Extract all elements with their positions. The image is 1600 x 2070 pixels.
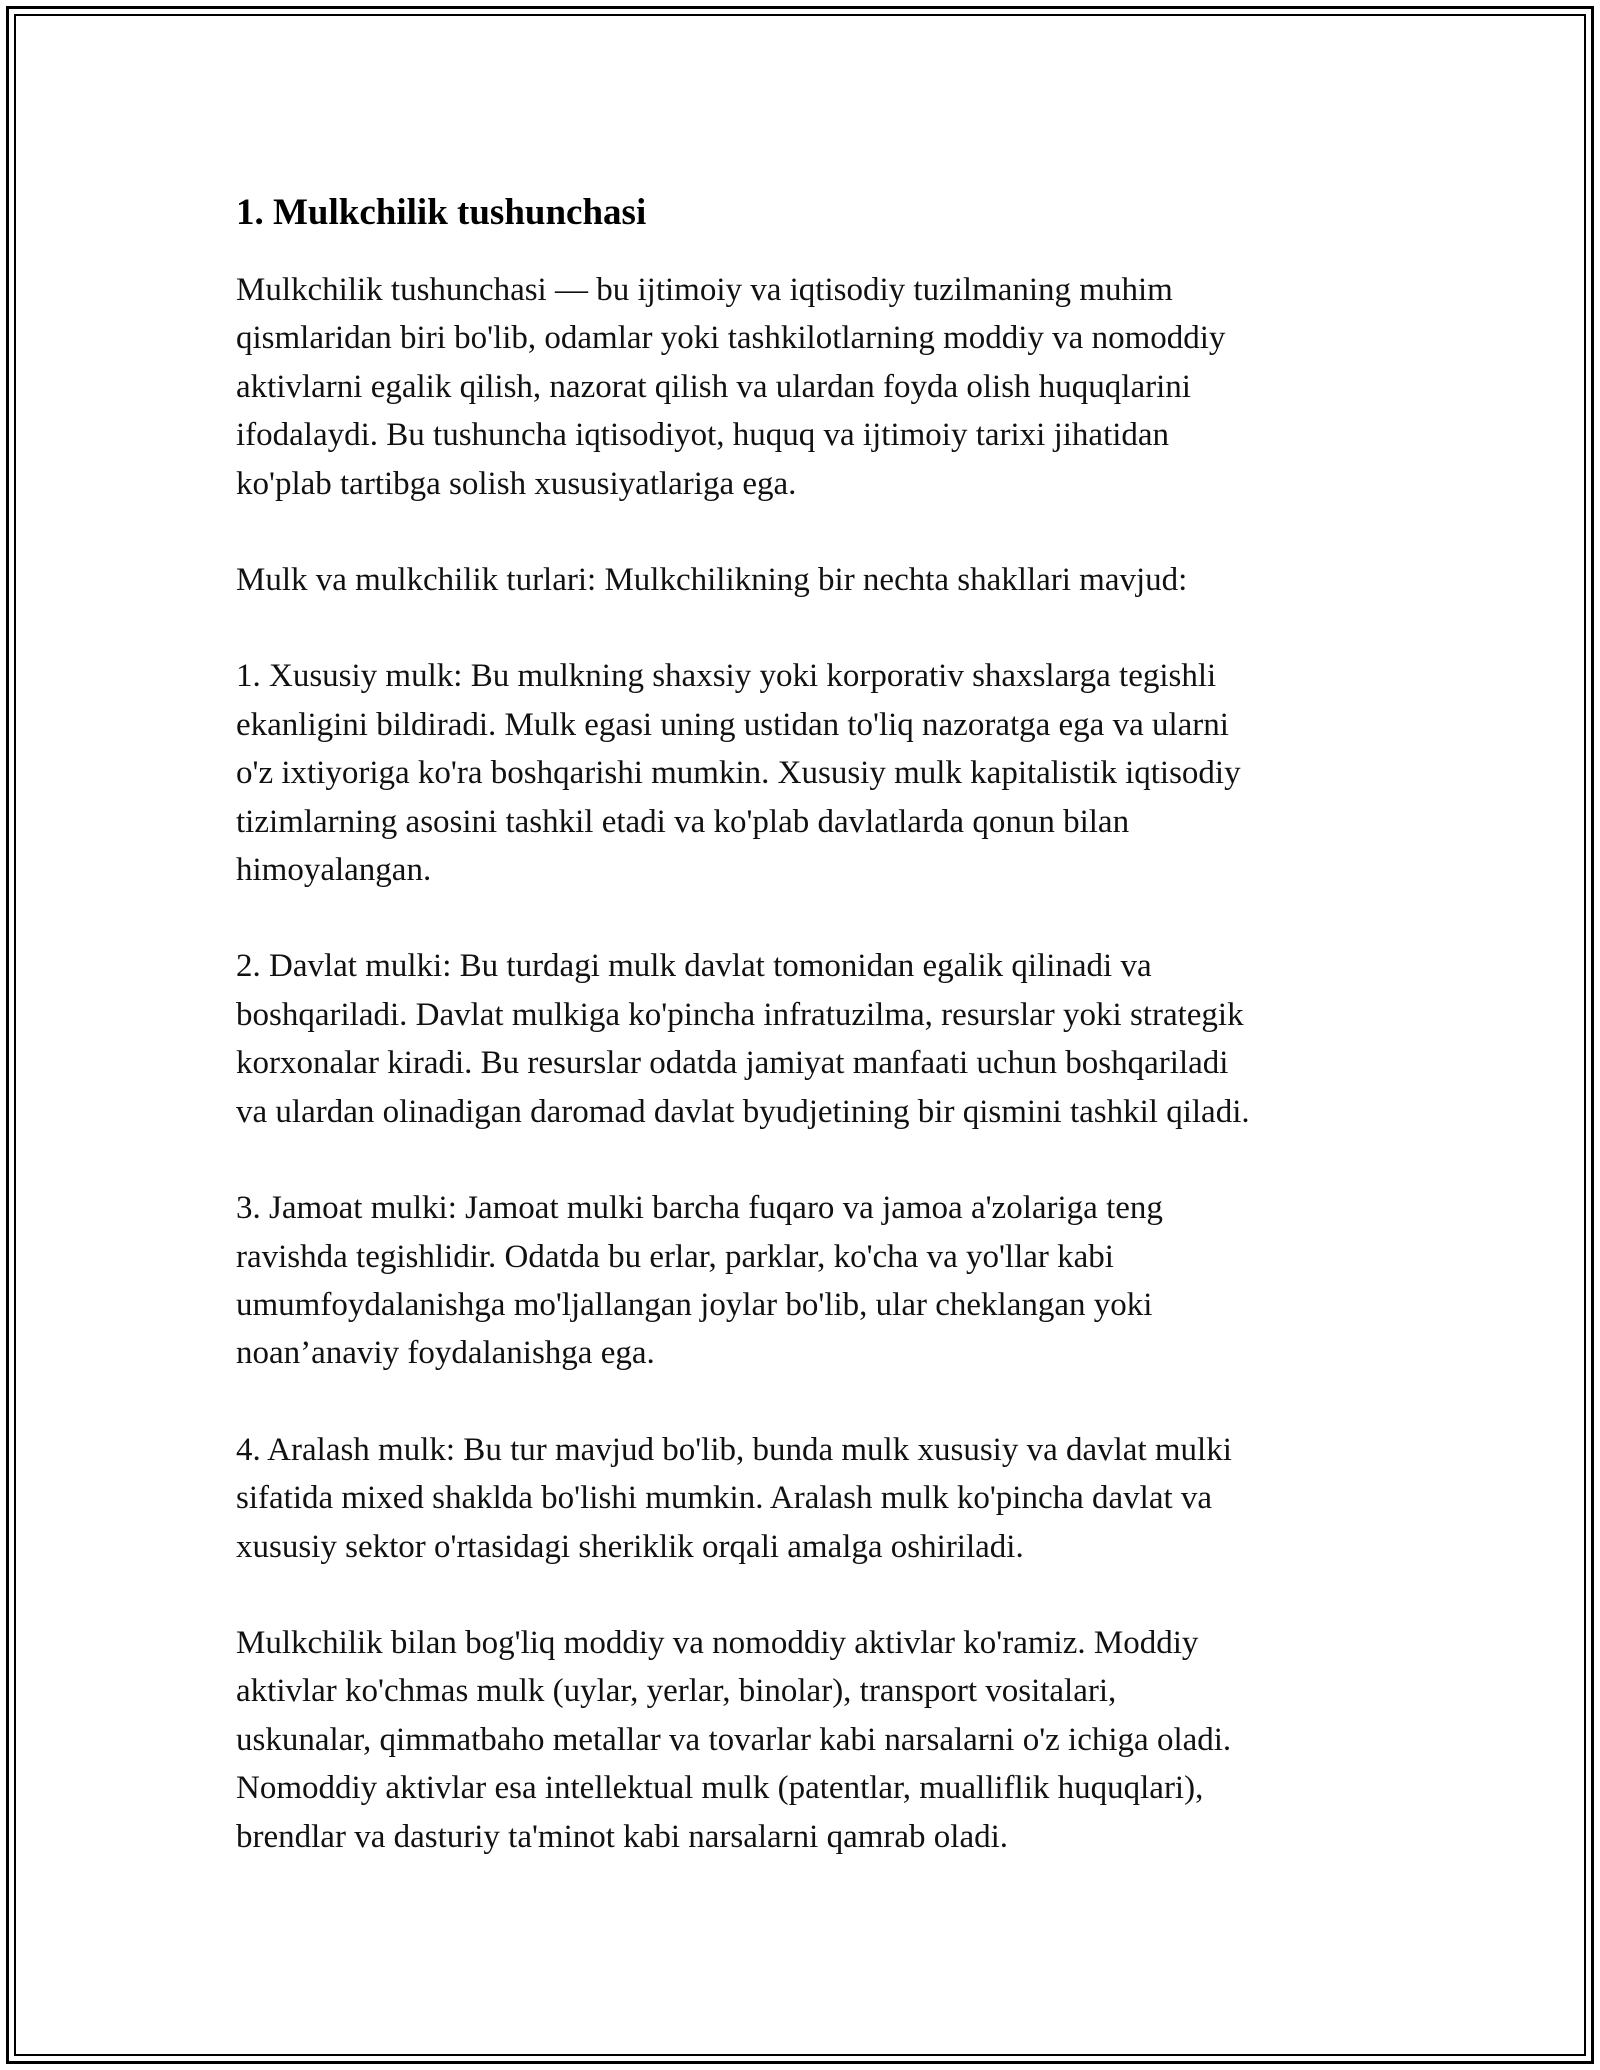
section-heading: 1. Mulkchilik tushunchasi	[236, 192, 647, 233]
paragraph-public-property: 3. Jamoat mulki: Jamoat mulki barcha fuqaro va jamoa a'zolariga teng ravishda tegishlidir. Odatda bu erlar, parklar, ko'cha va yo'llar kabi umumfoydalanishga mo'ljallangan joylar bo'lib, ular cheklangan yoki noan’anaviy foydalanishga ega.	[236, 1190, 1163, 1372]
paragraph-mixed-property: 4. Aralash mulk: Bu tur mavjud bo'lib, bunda mulk xususiy va davlat mulki sifatida mixed shaklda bo'lishi mumkin. Aralash mulk ko'pincha davlat va xususiy sektor o'rtasidagi sheriklik orqali amalga oshiriladi.	[236, 1431, 1232, 1565]
paragraph-assets: Mulkchilik bilan bog'liq moddiy va nomoddiy aktivlar ko'ramiz. Moddiy aktivlar ko'chmas mulk (uylar, yerlar, binolar), transport vositalari, uskunalar, qimmatbaho metallar va tovarlar kabi narsalarni o'z ichiga oladi. Nomoddiy aktivlar esa intellektual mulk (patentlar, mualliflik huquqlari), brendlar va dasturiy ta'minot kabi narsalarni qamrab oladi.	[236, 1624, 1232, 1855]
paragraph-types-intro: Mulk va mulkchilik turlari: Mulkchilikning bir nechta shakllari mavjud:	[236, 562, 1188, 599]
paragraph-intro: Mulkchilik tushunchasi — bu ijtimoiy va iqtisodiy tuzilmaning muhim qismlaridan biri bo'lib, odamlar yoki tashkilotlarning moddiy va nomoddiy aktivlarni egalik qilish, nazorat qilish va ulardan foyda olish huquqlarini ifodalaydi. Bu tushuncha iqtisodiyot, huquq va ijtimoiy tarixi jihatidan ko'plab tartibga solish xususiyatlariga ega.	[236, 272, 1226, 502]
paragraph-state-property: 2. Davlat mulki: Bu turdagi mulk davlat tomonidan egalik qilinadi va boshqariladi. Davlat mulkiga ko'pincha infratuzilma, resurslar yoki strategik korxonalar kiradi. Bu resurslar odatda jamiyat manfaati uchun boshqariladi va ulardan olinadigan daromad davlat byudjetining bir qismini tashkil qiladi.	[236, 948, 1250, 1130]
paragraph-private-property: 1. Xususiy mulk: Bu mulkning shaxsiy yoki korporativ shaxslarga tegishli ekanligini bildiradi. Mulk egasi uning ustidan to'liq nazoratga ega va ularni o'z ixtiyoriga ko'ra boshqarishi mumkin. Xususiy mulk kapitalistik iqtisodiy tizimlarning asosini tashkil etadi va ko'plab davlatlarda qonun bilan himoyalangan.	[236, 658, 1241, 889]
document-body	[236, 184, 1366, 1909]
